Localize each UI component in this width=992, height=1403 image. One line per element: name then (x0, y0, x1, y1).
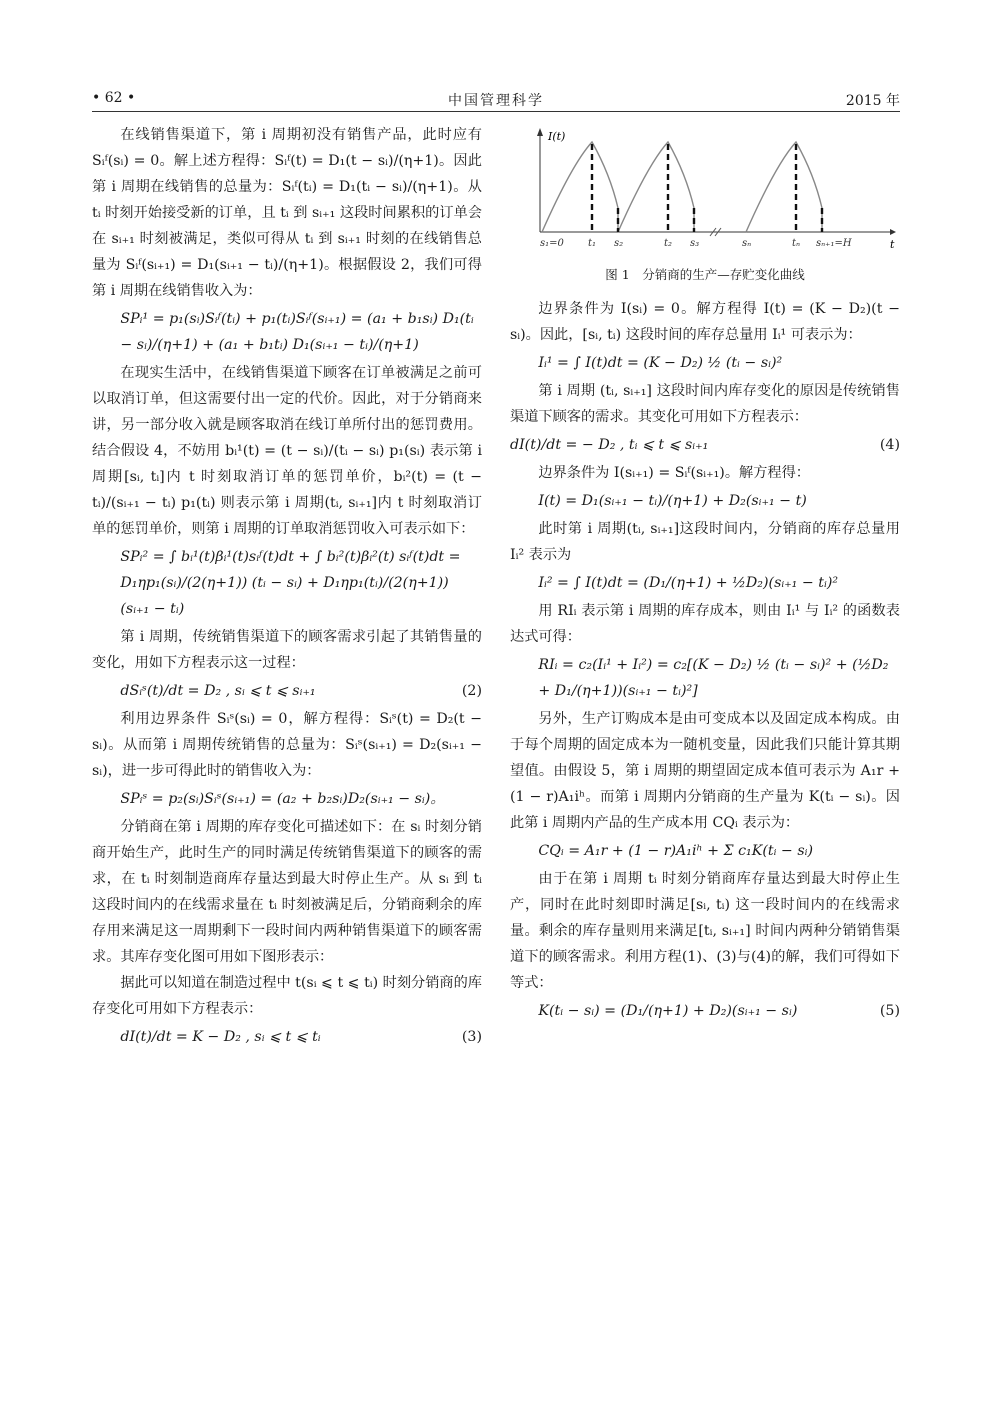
x-axis-arrow (890, 229, 896, 235)
paragraph: 由于在第 i 周期 tᵢ 时刻分销商库存量达到最大时停止生产，同时在此时刻即时满足[sᵢ, tᵢ) 这一段时间内的在线需求量。剩余的库存量则用来满足[tᵢ, sᵢ₊₁] 时间内两种分销销售渠道下的顾客需求。利用方程(1)、(3)与(4)的解，我们可得如下等式： (510, 871, 900, 991)
equation-i1: Iᵢ¹ = ∫ I(t)dt = (K − D₂) ½ (tᵢ − sᵢ)² (538, 355, 783, 371)
equation-5: K(tᵢ − sᵢ) = (D₁/(η+1) + D₂)(sᵢ₊₁ − sᵢ) (5) (510, 998, 900, 1024)
cycle-1-curve (542, 142, 618, 232)
paragraph: 在现实生活中，在线销售渠道下顾客在订单被满足之前可以取消订单，但这需要付出一定的代价。因此，对于分销商来讲，另一部分收入就是顾客取消在线订单所付出的惩罚费用。结合假设 4，不妨用 bᵢ¹(t) = (t − sᵢ)/(tᵢ − sᵢ) p₁(sᵢ) 表示第 i 周期[sᵢ, tᵢ]内 t 时刻取消订单的惩罚单价，bᵢ²(t) = (t − tᵢ)/(sᵢ₊₁ − tᵢ) p₁(tᵢ) 则表示第 i 周期(tᵢ, sᵢ₊₁]内 t 时刻取消订单的惩罚单价，则第 i 周期的订单取消惩罚收入可表示如下： (92, 365, 482, 537)
tick-label: s₁=0 (540, 238, 564, 249)
paragraph: 此时第 i 周期(tᵢ, sᵢ₊₁]这段时间内，分销商的库存总量用 Iᵢ² 表示为 (510, 521, 900, 563)
tick-label: sₙ (742, 238, 752, 249)
tick-label: s₃ (690, 238, 700, 249)
paragraph: 利用边界条件 Sᵢˢ(sᵢ) = 0，解方程得：Sᵢˢ(t) = D₂(t − sᵢ)。从而第 i 周期传统销售的总量为：Sᵢˢ(sᵢ₊₁) = D₂(sᵢ₊₁ − sᵢ)，进一步可得此时的销售收入为： (92, 711, 482, 779)
equation-number: (3) (461, 1029, 482, 1045)
equation-cq: CQᵢ = A₁r + (1 − r)A₁iʰ + Σ c₁K(tᵢ − sᵢ) (538, 843, 814, 859)
cycle-2-curve (618, 142, 694, 232)
equation-it: I(t) = D₁(sᵢ₊₁ − tᵢ)/(η+1) + D₂(sᵢ₊₁ − t) (538, 493, 807, 509)
tick-label: tₙ (792, 238, 801, 249)
paragraph: 分销商在第 i 周期的库存变化可描述如下：在 sᵢ 时刻分销商开始生产，此时生产的同时满足传统销售渠道下的顾客的需求，在 tᵢ 时刻制造商库存量达到最大时停止生产。从 sᵢ 到 tᵢ 这段时间内的在线需求量在 tᵢ 时刻被满足后，分销商剩余的库存用来满足这一周期剩下一段时间内两种销售渠道下的顾客需求。其库存变化图可用如下图形表示： (92, 819, 482, 965)
paragraph: 用 RIᵢ 表示第 i 周期的库存成本，则由 Iᵢ¹ 与 Iᵢ² 的函数表达式可得： (510, 603, 900, 645)
tick-label: t₁ (588, 238, 597, 249)
header-rule (92, 111, 900, 112)
equation-sp1: SPᵢ¹ = p₁(sᵢ)Sᵢᶠ(tᵢ) + p₁(tᵢ)Sᵢᶠ(sᵢ₊₁) = (a₁ + b₁sᵢ) D₁(tᵢ − sᵢ)/(η+1) + (a₁ + b₁tᵢ) D₁(sᵢ₊₁ − tᵢ)/(η+1) (120, 311, 474, 353)
figure-caption: 图 1 分销商的生产—存贮变化曲线 (605, 267, 805, 282)
inventory-curve-chart (510, 122, 900, 252)
tick-label: s₂ (614, 238, 624, 249)
right-column (510, 122, 900, 1026)
paragraph: 另外，生产订购成本是由可变成本以及固定成本构成。由于每个周期的固定成本为一随机变量，因此我们只能计算其期望值。由假设 5，第 i 周期的期望固定成本值可表示为 A₁r + (1 − r)A₁iʰ。而第 i 周期内分销商的生产量为 K(tᵢ − sᵢ)。因此第 i 周期内产品的生产成本用 CQᵢ 表示为： (510, 711, 900, 831)
equation-number: (4) (879, 437, 900, 453)
paragraph: 边界条件为 I(sᵢ) = 0。解方程得 I(t) = (K − D₂)(t − sᵢ)。因此，[sᵢ, tᵢ) 这段时间的库存总量用 Iᵢ¹ 可表示为： (510, 301, 900, 343)
tick-labels (540, 238, 852, 249)
equation-2: dSᵢˢ(t)/dt = D₂ , sᵢ ⩽ t ⩽ sᵢ₊₁ (2) (92, 678, 482, 704)
equation-3: dI(t)/dt = K − D₂ , sᵢ ⩽ t ⩽ tᵢ (3) (92, 1024, 482, 1050)
cycle-n-curve (746, 142, 822, 232)
paragraph: 第 i 周期，传统销售渠道下的顾客需求引起了其销售量的变化，用如下方程表示这一过程： (92, 629, 482, 671)
cycle-curves (542, 142, 822, 232)
equation-i2: Iᵢ² = ∫ I(t)dt = (D₁/(η+1) + ½D₂)(sᵢ₊₁ − tᵢ)² (538, 575, 839, 591)
tick-label: sₙ₊₁=H (816, 238, 852, 249)
x-axis-label: t (890, 238, 895, 251)
y-axis-label: I(t) (548, 130, 566, 143)
equation-sp2: SPᵢ² = ∫ bᵢ¹(t)βᵢ¹(t)sᵢᶠ(t)dt + ∫ bᵢ²(t)βᵢ²(t) sᵢᶠ(t)dt = D₁ηp₁(sᵢ)/(2(η+1)) (tᵢ − sᵢ) + D₁ηp₁(tᵢ)/(2(η+1)) (sᵢ₊₁ − tᵢ) (120, 549, 461, 617)
left-column (92, 122, 482, 1052)
equation-number: (2) (461, 683, 482, 699)
page-number: • 62 • (92, 90, 136, 106)
page-header (92, 90, 900, 110)
journal-title: 中国管理科学 (448, 93, 544, 109)
paragraph: 据此可以知道在制造过程中 t(sᵢ ⩽ t ⩽ tᵢ) 时刻分销商的库存变化可用如下方程表示： (92, 975, 482, 1017)
paragraph: 边界条件为 I(sᵢ₊₁) = Sᵢᶠ(sᵢ₊₁)。解方程得： (538, 465, 810, 481)
paragraph: 在线销售渠道下，第 i 周期初没有销售产品，此时应有 Sᵢᶠ(sᵢ) = 0。解上述方程得：Sᵢᶠ(t) = D₁(t − sᵢ)/(η+1)。因此第 i 周期在线销售的总量为：Sᵢᶠ(tᵢ) = D₁(tᵢ − sᵢ)/(η+1)。从 tᵢ 时刻开始接受新的订单，且 tᵢ 到 sᵢ₊₁ 这段时间累积的订单会在 sᵢ₊₁ 时刻被满足，类似可得从 tᵢ 到 sᵢ₊₁ 时刻的在线销售总量为 Sᵢᶠ(sᵢ₊₁) = D₁(sᵢ₊₁ − tᵢ)/(η+1)。根据假设 2，我们可得第 i 周期在线销售收入为： (92, 127, 482, 299)
y-axis-arrow (537, 128, 543, 136)
tick-label: t₂ (664, 238, 673, 249)
dashed-markers (592, 144, 822, 232)
equation-ri: RIᵢ = c₂(Iᵢ¹ + Iᵢ²) = c₂[(K − D₂) ½ (tᵢ − sᵢ)² + (½D₂ + D₁/(η+1))(sᵢ₊₁ − tᵢ)²] (538, 657, 889, 699)
paragraph: 第 i 周期 (tᵢ, sᵢ₊₁] 这段时间内库存变化的原因是传统销售渠道下顾客的需求。其变化可用如下方程表示： (510, 383, 900, 425)
equation-4: dI(t)/dt = − D₂ , tᵢ ⩽ t ⩽ sᵢ₊₁ (4) (510, 432, 900, 458)
equation-number: (5) (879, 1003, 900, 1019)
equation-sps: SPᵢˢ = p₂(sᵢ)Sᵢˢ(sᵢ₊₁) = (a₂ + b₂sᵢ)D₂(sᵢ₊₁ − sᵢ)。 (120, 791, 445, 807)
year: 2015 年 (845, 93, 900, 109)
inventory-figure (510, 122, 900, 252)
